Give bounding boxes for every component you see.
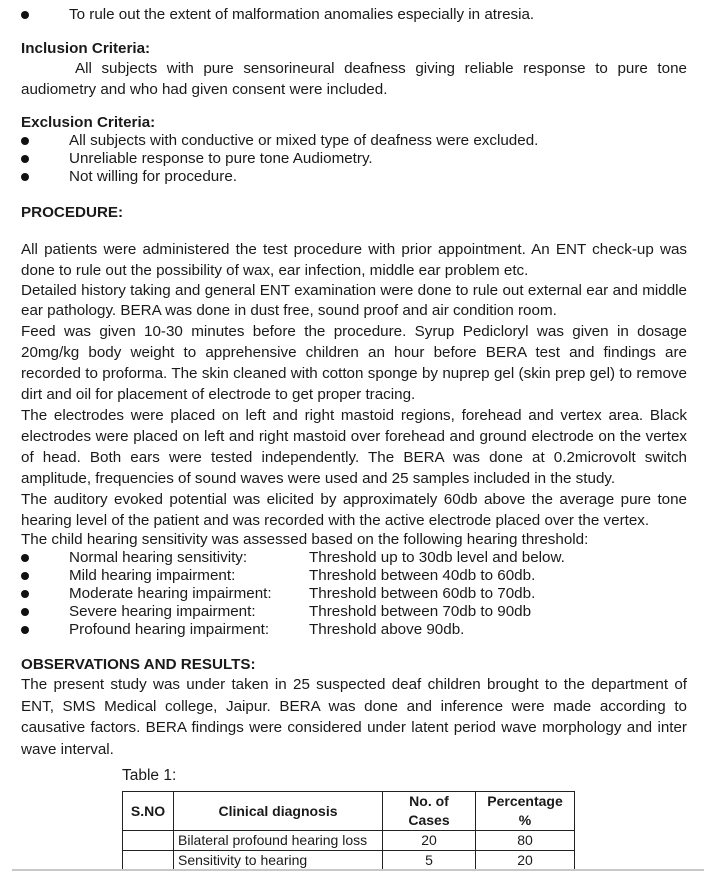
- threshold-item: [21, 549, 687, 567]
- cell-cases: 5: [383, 851, 476, 871]
- threshold-value: Threshold between 70db to 90db: [309, 603, 532, 620]
- bullet-dot: [21, 155, 29, 163]
- threshold-value: Threshold between 40db to 60db.: [309, 567, 536, 584]
- procedure-paragraph: The auditory evoked potential was elicited by approximately 60db above the average pure tone hearing level of the patient and was recorded with the active electrode placed over the vertex.: [21, 491, 687, 529]
- procedure-paragraph: The child hearing sensitivity was assessed based on the following hearing threshold:: [21, 531, 589, 548]
- exclusion-item: [21, 132, 687, 150]
- cell-sno: [123, 851, 174, 871]
- bullet-text: To rule out the extent of malformation anomalies especially in atresia.: [69, 6, 535, 23]
- exclusion-item-text: All subjects with conductive or mixed type of deafness were excluded.: [69, 132, 539, 149]
- cell-cases: 20: [383, 831, 476, 851]
- procedure-paragraph: The electrodes were placed on left and right mastoid regions, forehead and vertex area. Black electrodes were placed on left and right mastoid over forehead and ground electrode on the vertex of head. Both ears were tested independently. The BERA was done at 0.2microvolt switch amplitude, frequencies of sound waves were used and 25 samples included in the study.: [21, 407, 687, 487]
- cell-percentage: 20: [476, 851, 575, 871]
- threshold-item: [21, 621, 687, 639]
- threshold-label: Normal hearing sensitivity:: [69, 549, 248, 566]
- observations-text: The present study was under taken in 25 suspected deaf children brought to the department of ENT, SMS Medical college, Jaipur. BERA was done and inference were made according to causative factors. BERA findings were considered under latent period wave morphology and inter wave interval.: [21, 676, 687, 758]
- results-table: [122, 791, 575, 871]
- exclusion-item-text: Not willing for procedure.: [69, 168, 237, 185]
- procedure-paragraph: Detailed history taking and general ENT examination were done to rule out external ear and middle ear pathology. BERA was done in dust free, sound proof and air condition room.: [21, 282, 687, 319]
- bottom-divider: [12, 869, 704, 871]
- threshold-item: [21, 567, 687, 585]
- procedure-paragraph: All patients were administered the test procedure with prior appointment. An ENT check-up was done to rule out the possibility of wax, ear infection, middle ear problem etc.: [21, 241, 687, 279]
- header-sno: S.NO: [123, 792, 174, 831]
- bullet-dot: [21, 590, 29, 598]
- cell-diagnosis: Bilateral profound hearing loss: [174, 831, 383, 851]
- bullet-dot: [21, 554, 29, 562]
- inclusion-heading: Inclusion Criteria:: [21, 40, 151, 57]
- header-cases: No. of Cases: [383, 792, 476, 831]
- threshold-value: Threshold above 90db.: [309, 621, 465, 638]
- cell-diagnosis: Sensitivity to hearing: [174, 851, 383, 871]
- threshold-label: Mild hearing impairment:: [69, 567, 236, 584]
- threshold-label: Severe hearing impairment:: [69, 603, 256, 620]
- bullet-dot: [21, 572, 29, 580]
- header-diagnosis: Clinical diagnosis: [174, 792, 383, 831]
- bullet-dot: [21, 173, 29, 181]
- table-row: [123, 851, 575, 871]
- exclusion-item: [21, 168, 687, 186]
- header-percentage: Percentage %: [476, 792, 575, 831]
- threshold-label: Profound hearing impairment:: [69, 621, 270, 638]
- bullet-dot: [21, 11, 29, 19]
- document-page: [21, 0, 687, 760]
- table-row: [123, 831, 575, 851]
- bullet-dot: [21, 608, 29, 616]
- threshold-label: Moderate hearing impairment:: [69, 585, 272, 602]
- bullet-dot: [21, 137, 29, 145]
- table-1: [122, 767, 575, 871]
- threshold-value: Threshold between 60db to 70db.: [309, 585, 536, 602]
- inclusion-text: All subjects with pure sensorineural deafness giving reliable response to pure tone audiometry and who had given consent were included.: [21, 60, 687, 98]
- cell-sno: [123, 831, 174, 851]
- procedure-heading: PROCEDURE:: [21, 204, 124, 221]
- procedure-paragraph: Feed was given 10-30 minutes before the procedure. Syrup Pedicloryl was given in dosage 20mg/kg body weight to apprehensive children an hour before BERA test and findings are recorded to proforma. The skin cleaned with cotton sponge by nuprep gel (skin prep gel) to remove dirt and oil for placement of electrode to get proper tracing.: [21, 323, 687, 403]
- table-caption: Table 1:: [122, 767, 177, 784]
- bullet-item: [21, 6, 687, 24]
- table-header-row: [123, 792, 575, 831]
- threshold-item: [21, 603, 687, 621]
- threshold-item: [21, 585, 687, 603]
- exclusion-item-text: Unreliable response to pure tone Audiometry.: [69, 150, 373, 167]
- exclusion-heading: Exclusion Criteria:: [21, 114, 156, 131]
- observations-heading: OBSERVATIONS AND RESULTS:: [21, 656, 256, 673]
- threshold-value: Threshold up to 30db level and below.: [309, 549, 565, 566]
- bullet-dot: [21, 626, 29, 634]
- cell-percentage: 80: [476, 831, 575, 851]
- exclusion-item: [21, 150, 687, 168]
